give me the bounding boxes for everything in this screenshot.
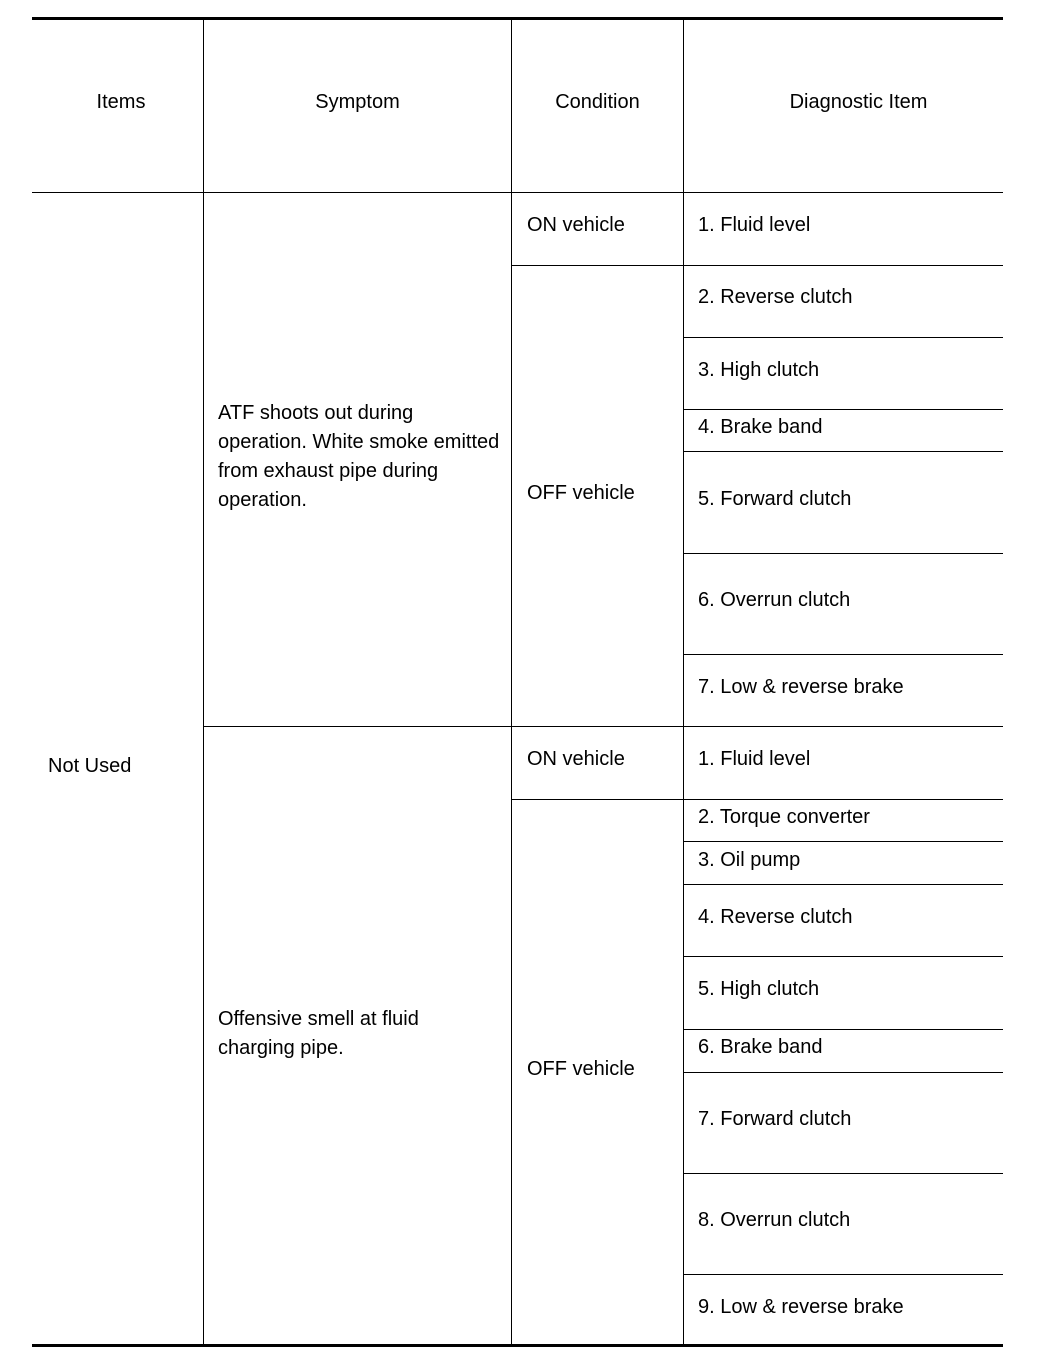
diagnostic-divider [683, 841, 1003, 842]
diagnostic-divider [683, 956, 1003, 957]
diagnostic-divider [683, 1274, 1003, 1275]
diagnostic-item: 2. Torque converter [698, 806, 870, 828]
diagnostic-divider [683, 451, 1003, 452]
diagnostic-divider [683, 553, 1003, 554]
diagnostic-item: 7. Forward clutch [698, 1108, 852, 1130]
header-bottom-border [32, 192, 1003, 193]
condition-off: OFF vehicle [527, 482, 635, 504]
condition-on: ON vehicle [527, 214, 625, 236]
condition-divider [511, 799, 1003, 800]
table-top-border [32, 17, 1003, 20]
column-divider [683, 18, 684, 1345]
diagnostic-item: 6. Overrun clutch [698, 589, 851, 611]
diagnostic-item: 8. Overrun clutch [698, 1209, 851, 1231]
diagnostic-item: 1. Fluid level [698, 748, 811, 770]
diagnostic-item: 9. Low & reverse brake [698, 1296, 904, 1318]
header-items: Items [96, 91, 146, 113]
diagnostic-divider [683, 337, 1003, 338]
diagnostic-item: 5. Forward clutch [698, 488, 852, 510]
symptom-text: ATF shoots out during operation. White smoke emitted from exhaust pipe during operation. [218, 402, 500, 511]
column-divider [203, 18, 204, 1345]
diagnostic-divider [683, 654, 1003, 655]
diagnostic-item: 5. High clutch [698, 978, 820, 1000]
diagnostic-item: 3. Oil pump [698, 849, 801, 871]
diagnostic-item: 1. Fluid level [698, 214, 811, 236]
diagnostic-divider [683, 1029, 1003, 1030]
condition-on: ON vehicle [527, 748, 625, 770]
diagnostic-divider [683, 884, 1003, 885]
diagnostic-item: 2. Reverse clutch [698, 286, 853, 308]
column-divider [511, 18, 512, 1345]
condition-off: OFF vehicle [527, 1058, 635, 1080]
condition-divider [511, 265, 1003, 266]
diagnostic-divider [683, 409, 1003, 410]
header-diagnostic-item: Diagnostic Item [789, 91, 928, 113]
items-value: Not Used [48, 755, 132, 777]
diagnostic-item: 4. Brake band [698, 416, 823, 438]
diagnostic-item: 7. Low & reverse brake [698, 676, 904, 698]
group-divider [203, 726, 1003, 727]
diagnostic-divider [683, 1072, 1003, 1073]
header-symptom: Symptom [315, 91, 400, 113]
diagnostic-item: 6. Brake band [698, 1036, 823, 1058]
diagnostic-item: 3. High clutch [698, 359, 820, 381]
symptom-text: Offensive smell at fluid charging pipe. [218, 1008, 419, 1059]
diagnostic-item: 4. Reverse clutch [698, 906, 853, 928]
header-condition: Condition [555, 91, 640, 113]
table-bottom-border [32, 1344, 1003, 1347]
diagnostic-divider [683, 1173, 1003, 1174]
